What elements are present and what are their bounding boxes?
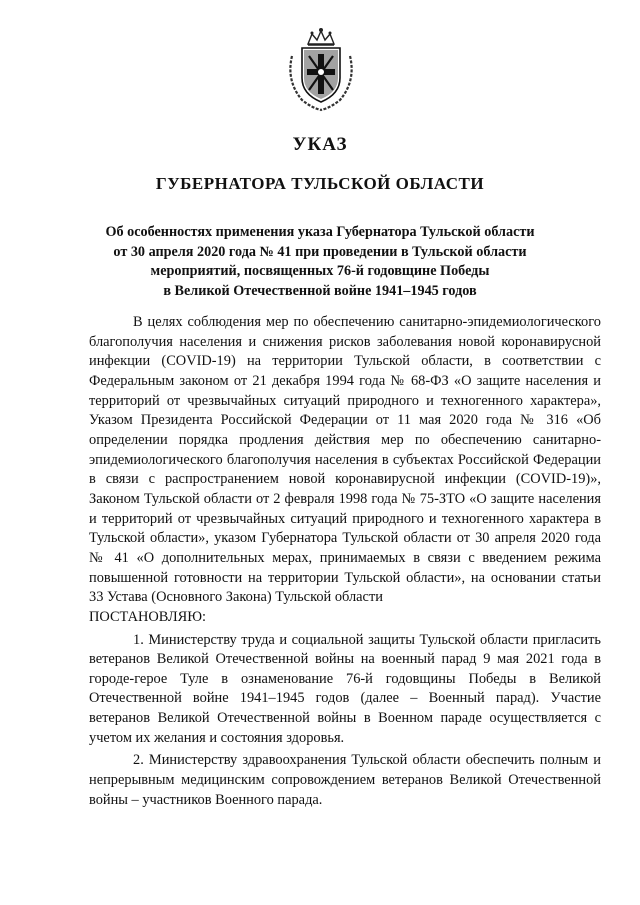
subject-line: в Великой Отечественной войне 1941–1945 годов bbox=[163, 282, 477, 299]
subject-line: Об особенностях применения указа Губернатора Тульской области bbox=[105, 224, 535, 240]
subject-line: мероприятий, посвященных 76-й годовщине Победы bbox=[150, 263, 490, 279]
intro-paragraph: В целях соблюдения мер по обеспечению санитарно-эпидемиологического благополучия населения и снижения рисков заболевания новой коронавирусной инфекции (COVID-19) на территории Тульской области, в соответствии с Федеральным законом от 21 декабря 1994 года № 68-ФЗ «О защите населения и территорий от чрезвычайных ситуаций природного и техногенного характера», Указом Президента Российской Федерации от 11 мая 2020 года № 316 «Об определении порядка продления действия мер по обеспечению санитарно-эпидемиологического благополучия населения в субъектах Российской Федерации в связи с распространением новой коронавирусной инфекции (COVID-19)», Законом Тульской области от 2 февраля 1998 года № 75-ЗТО «О защите населения и территорий от чрезвычайных ситуаций природного и техногенного характера в Тульской области», указом Губернатора Тульской области от 30 апреля 2020 года № 41 «О дополнительных мерах, принимаемых в связи с введением режима повышенной готовности на территории Тульской области», на основании статьи 33 Устава (Основного Закона) Тульской области bbox=[89, 314, 601, 606]
decree-word: ПОСТАНОВЛЯЮ: bbox=[89, 608, 207, 625]
document-title: УКАЗ bbox=[292, 134, 348, 155]
document-subject bbox=[88, 223, 552, 301]
item-paragraph-2: 2. Министерству здравоохранения Тульской области обеспечить полным и непрерывным медицинским сопровождением ветеранов Великой Отечественной войны – участников Военного парада. bbox=[89, 752, 601, 808]
document-body bbox=[89, 313, 601, 810]
document-subtitle: ГУБЕРНАТОРА ТУЛЬСКОЙ ОБЛАСТИ bbox=[155, 174, 485, 193]
item-paragraph-1: 1. Министерству труда и социальной защиты Тульской области пригласить ветеранов Великой Отечественной войны на военный парад 9 мая 2021 года в городе-герое Туле в ознаменование 76-й годовщины Победы в Великой Отечественной войне 1941–1945 годов (далее – Военный парад). Участие ветеранов Великой Отечественной войны в Военном параде осуществляется с учетом их желания и состояния здоровья. bbox=[89, 631, 601, 746]
tula-coat-of-arms-icon bbox=[282, 26, 360, 112]
subject-line: от 30 апреля 2020 года № 41 при проведении в Тульской области bbox=[113, 243, 527, 260]
